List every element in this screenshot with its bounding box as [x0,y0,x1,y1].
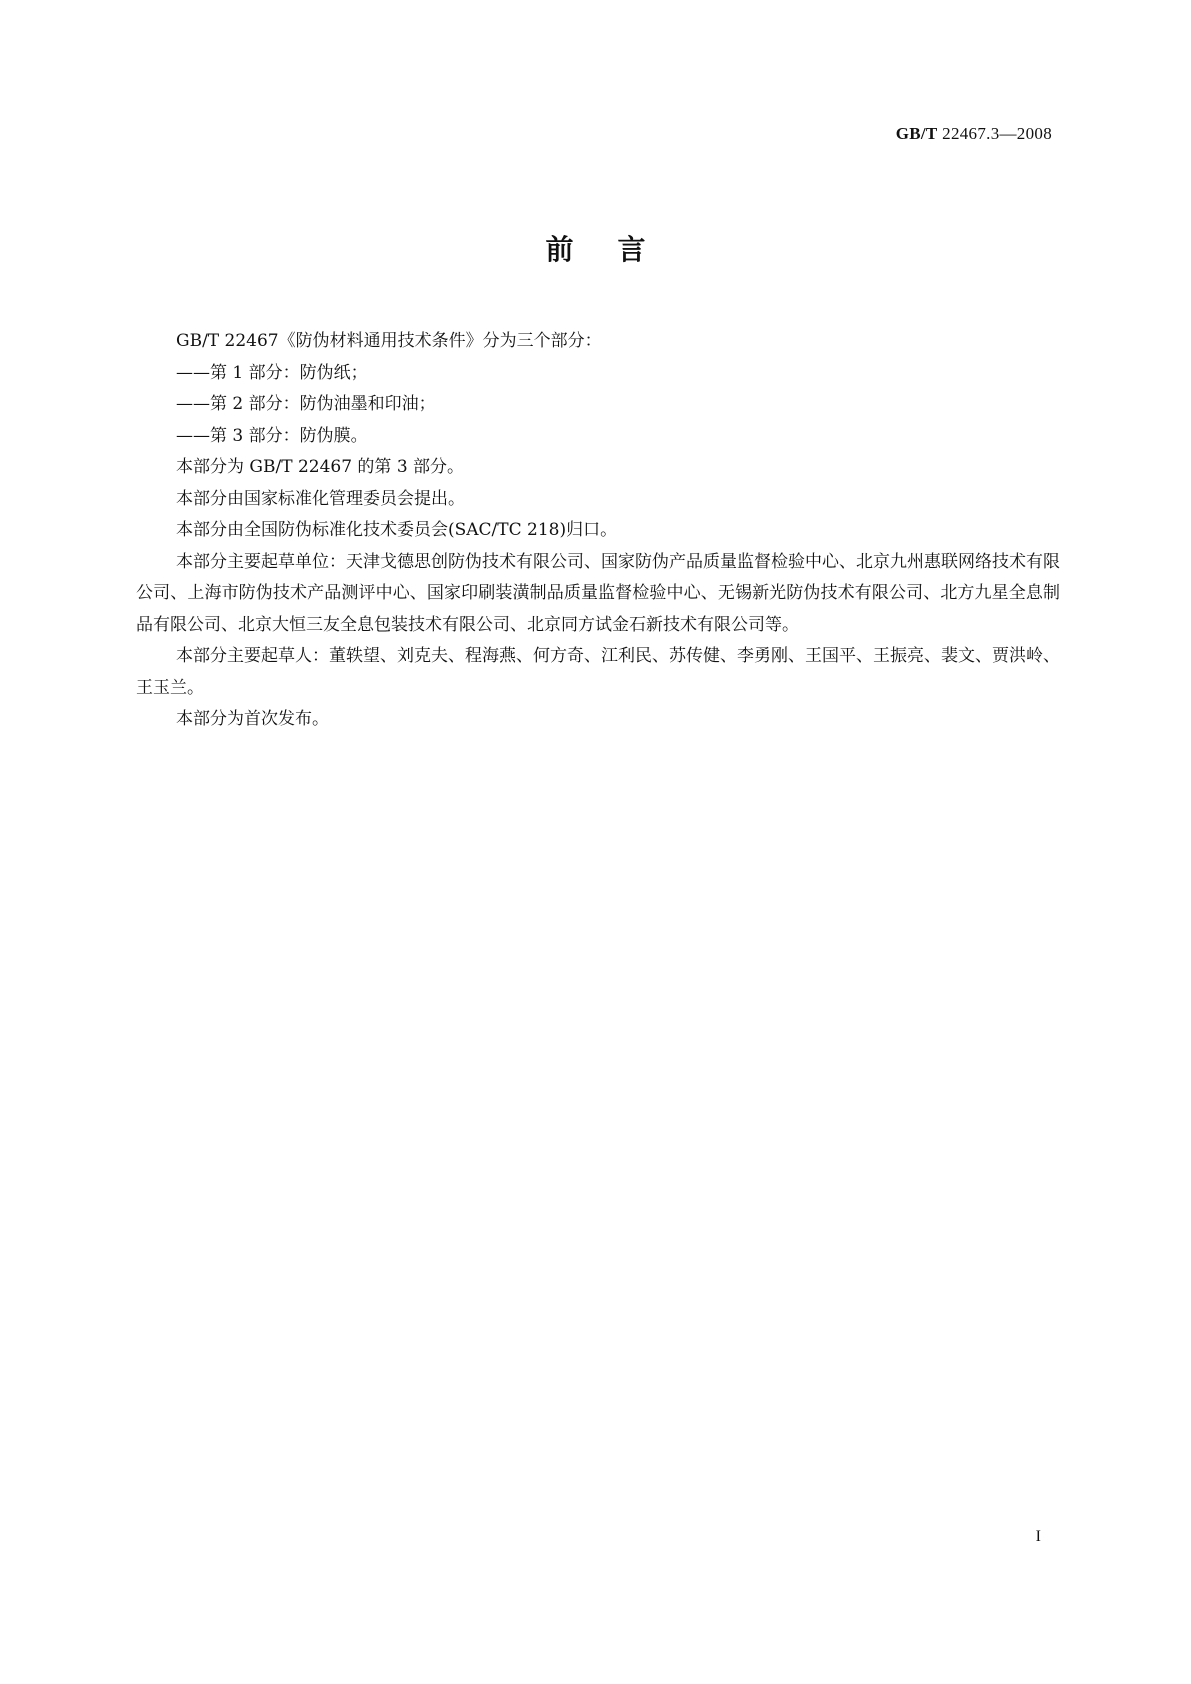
page-number: I [1035,1528,1041,1545]
paragraph-drafters: 本部分主要起草人：董轶望、刘克夫、程海燕、何方奇、江利民、苏传健、李勇刚、王国平、王振亮、裴文、贾洪岭、王玉兰。 [136,646,1060,698]
foreword-body [136,326,1060,736]
paragraph-part-2: ——第 2 部分：防伪油墨和印油； [176,394,436,414]
paragraph-part-3: ——第 3 部分：防伪膜。 [176,425,368,446]
standard-number-value: 22467.3—2008 [942,124,1052,143]
paragraph-part-1: ——第 1 部分：防伪纸； [176,362,368,383]
standard-code: GB/T [895,124,938,143]
paragraph-first-release: 本部分为首次发布。 [176,709,329,729]
paragraph-proposed-by: 本部分由国家标准化管理委员会提出。 [176,488,465,509]
paragraph-parts-intro: GB/T 22467《防伪材料通用技术条件》分为三个部分： [176,331,602,351]
paragraph-under-jurisdiction: 本部分由全国防伪标准化技术委员会(SAC/TC 218)归口。 [176,520,618,540]
page-title: 前言 [545,233,690,266]
paragraph-drafting-units: 本部分主要起草单位：天津戈德思创防伪技术有限公司、国家防伪产品质量监督检验中心、北京九州惠联网络技术有限公司、上海市防伪技术产品测评中心、国家印刷装潢制品质量监督检验中心、无锡新光防伪技术有限公司、北方九星全息制品有限公司、北京大恒三友全息包装技术有限公司、北京同方试金石新技术有限公司等。 [136,551,1060,635]
standard-number [896,124,1052,144]
paragraph-this-part: 本部分为 GB/T 22467 的第 3 部分。 [176,457,465,477]
